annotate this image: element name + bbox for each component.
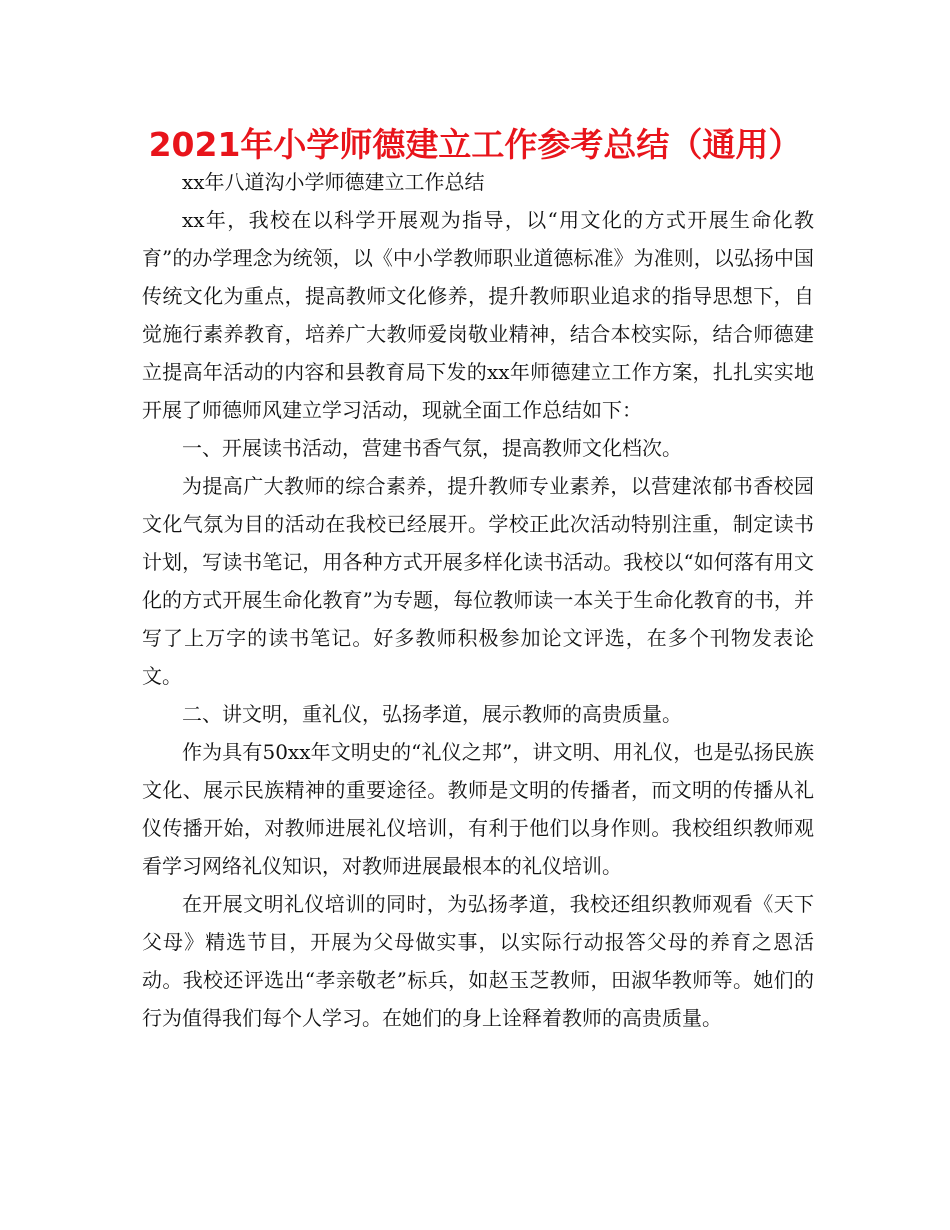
section-2-paragraph: 作为具有50xx年文明史的“礼仪之邦”，讲文明、用礼仪，也是弘扬民族文化、展示民族精神的重要途径。教师是文明的传播者，而文明的传播从礼仪传播开始，对教师进展礼仪培训，有利于他们以身作则。我校组织教师观看学习网络礼仪知识，对教师进展最根本的礼仪培训。 bbox=[142, 740, 814, 878]
section-heading-2: 二、讲文明，重礼仪，弘扬孝道，展示教师的高贵质量。 bbox=[182, 702, 682, 726]
section-heading-1: 一、开展读书活动，营建书香气氛，提高教师文化档次。 bbox=[182, 436, 682, 460]
subtitle-paragraph: xx年八道沟小学师德建立工作总结 bbox=[182, 170, 485, 194]
section-2-paragraph-2: 在开展文明礼仪培训的同时，为弘扬孝道，我校还组织教师观看《天下父母》精选节目，开展为父母做实事，以实际行动报答父母的养育之恩活动。我校还评选出“孝亲敬老”标兵，如赵玉芝教师，田淑华教师等。她们的行为值得我们每个人学习。在她们的身上诠释着教师的高贵质量。 bbox=[142, 892, 814, 1030]
section-1-paragraph: 为提高广大教师的综合素养，提升教师专业素养，以营建浓郁书香校园文化气氛为目的活动在我校已经展开。学校正此次活动特别注重，制定读书计划，写读书笔记，用各种方式开展多样化读书活动。我校以“如何落有用文化的方式开展生命化教育”为专题，每位教师读一本关于生命化教育的书，并写了上万字的读书笔记。好多教师积极参加论文评选，在多个刊物发表论文。 bbox=[142, 474, 814, 688]
intro-paragraph: xx年，我校在以科学开展观为指导，以“用文化的方式开展生命化教育”的办学理念为统领，以《中小学教师职业道德标准》为准则，以弘扬中国传统文化为重点，提高教师文化修养，提升教师职业追求的指导思想下，自觉施行素养教育，培养广大教师爱岗敬业精神，结合本校实际，结合师德建立提高年活动的内容和县教育局下发的xx年师德建立工作方案，扎扎实实地开展了师德师风建立学习活动，现就全面工作总结如下： bbox=[142, 208, 814, 422]
document-title: 2021年小学师德建立工作参考总结（通用） bbox=[148, 125, 802, 164]
document-body bbox=[142, 163, 814, 1037]
